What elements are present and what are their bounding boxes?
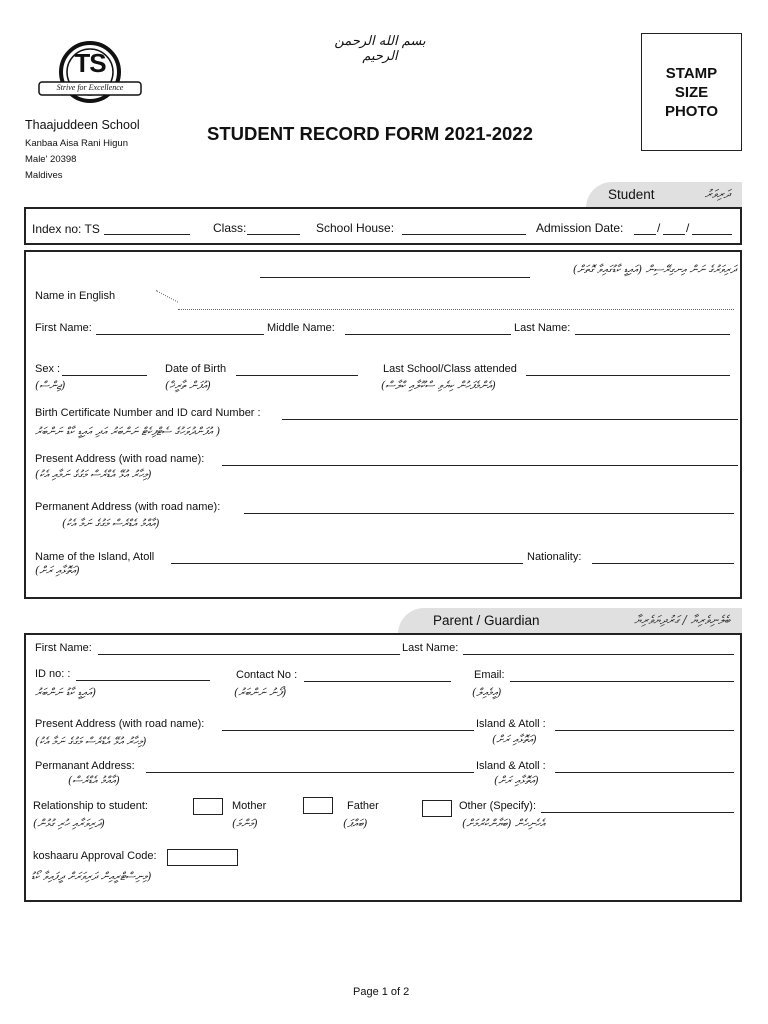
relationship-dv: (ދަރިވަރާއި ހުރި ގުޅުން) <box>33 817 105 830</box>
last-name-field[interactable] <box>575 334 730 335</box>
permanent-address-field[interactable] <box>244 513 734 514</box>
parent-island-atoll-field[interactable] <box>555 730 734 731</box>
other-label: Other (Specify): <box>459 800 537 812</box>
school-logo <box>36 40 144 104</box>
dob-field[interactable] <box>236 375 358 376</box>
koshaaru-label: koshaaru Approval Code: <box>33 850 157 862</box>
sex-label: Sex : <box>35 363 61 375</box>
parent-id-field[interactable] <box>76 680 210 681</box>
index-field[interactable] <box>104 234 190 235</box>
mother-checkbox[interactable] <box>193 798 223 815</box>
parent-email-field[interactable] <box>510 681 734 682</box>
birth-cert-label: Birth Certificate Number and ID card Number : <box>35 407 261 419</box>
name-dotted-line <box>178 309 734 310</box>
nationality-field[interactable] <box>592 563 734 564</box>
school-name: Thaajuddeen School <box>25 118 140 132</box>
parent-island-atoll2-label: Island & Atoll : <box>476 760 546 772</box>
parent-last-name-label: Last Name: <box>402 642 459 654</box>
middle-name-field[interactable] <box>345 334 511 335</box>
parent-first-name-field[interactable] <box>98 654 400 655</box>
parent-email-dv: (އީމެއިލް) <box>472 686 502 699</box>
last-name-label: Last Name: <box>514 322 571 334</box>
first-name-label: First Name: <box>35 322 92 334</box>
parent-present-address-field[interactable] <box>222 730 474 731</box>
date-sep-2: / <box>686 221 690 235</box>
parent-last-name-field[interactable] <box>463 654 734 655</box>
parent-first-name-label: First Name: <box>35 642 92 654</box>
koshaaru-input[interactable] <box>167 849 238 866</box>
index-label: Index no: TS <box>32 222 100 236</box>
admission-day-field[interactable] <box>634 234 656 235</box>
address-line-1: Kanbaa Aisa Rani Higun <box>25 138 128 149</box>
parent-tab <box>398 608 742 634</box>
parent-contact-field[interactable] <box>304 681 451 682</box>
parent-island-atoll-label: Island & Atoll : <box>476 718 546 730</box>
parent-tab-label: Parent / Guardian <box>433 613 540 628</box>
house-field[interactable] <box>402 234 526 235</box>
present-address-field[interactable] <box>222 465 738 466</box>
father-checkbox[interactable] <box>303 797 333 814</box>
parent-island-atoll2-field[interactable] <box>555 772 734 773</box>
name-dv-field[interactable] <box>260 277 530 278</box>
parent-present-address-dv: (މިހާރު އުޅޭ އެޑްރެސް މަގުގެ ނަމާ އެކު) <box>35 735 147 748</box>
class-label: Class: <box>213 221 247 235</box>
bismillah: بسم الله الرحمن الرحيم <box>334 34 426 64</box>
photo-box <box>641 33 742 151</box>
house-label: School House: <box>316 221 395 235</box>
student-tab-label: Student <box>608 187 655 202</box>
parent-perm-address-dv: (އާއްމު އެޑްރެސް) <box>68 774 120 787</box>
permanent-address-label: Permanent Address (with road name): <box>35 501 221 513</box>
sex-dv: (ޖިންސް) <box>35 379 66 392</box>
address-line-3: Maldives <box>25 170 63 181</box>
last-school-dv: (އެންމެފަހުން ކިޔެވި ސްކޫލާއި ކްލާސް) <box>381 379 496 392</box>
birth-cert-field[interactable] <box>282 419 738 420</box>
island-dv: (އަތޮޅާއި ރަށް) <box>35 564 80 577</box>
relationship-label: Relationship to student: <box>33 800 148 812</box>
other-checkbox[interactable] <box>422 800 452 817</box>
parent-contact-dv: (ފޯނު ނަންބަރު) <box>234 686 287 699</box>
photo-box-line-3: PHOTO <box>664 103 719 120</box>
parent-tab-dv: ބެލެނިވެރިޔާ / ގަރުދިޔަވެރިޔާ <box>634 613 730 627</box>
last-school-label: Last School/Class attended <box>383 363 517 375</box>
admission-month-field[interactable] <box>663 234 685 235</box>
middle-name-label: Middle Name: <box>267 322 335 334</box>
birth-cert-dv: ( އުފަންދުވަހުގެ ސެޓްފިކެޓް ނަންބަރު އަދި އައިޑީ ކާޑް ނަންބަރު <box>35 425 221 438</box>
parent-email-label: Email: <box>474 669 505 681</box>
first-name-field[interactable] <box>96 334 264 335</box>
permanent-address-dv: (އާއްމު އެޑްރެސް މަގުގެ ނަމާ އެކު) <box>62 517 160 530</box>
parent-id-dv: (އައިޑީ ކާޑު ނަންބަރު <box>35 686 97 699</box>
photo-box-line-2: SIZE <box>674 84 709 101</box>
mother-label: Mother <box>232 800 267 812</box>
dob-label: Date of Birth <box>165 363 227 375</box>
name-dv-header: ދަރިވަރުގެ ނަން އިނގިރޭސިން (އައިޑީ ކާޑުގައިވާ ގޮތަށް) <box>572 263 736 276</box>
father-dv: (ބައްޕަ) <box>343 817 368 830</box>
last-school-field[interactable] <box>526 375 730 376</box>
admission-label: Admission Date: <box>536 221 624 235</box>
page-number: Page 1 of 2 <box>353 986 410 998</box>
sex-field[interactable] <box>62 375 147 376</box>
parent-perm-address-label: Permanant Address: <box>35 760 135 772</box>
logo-motto: Strive for Excellence <box>56 83 124 92</box>
mother-dv: (މަންމަ) <box>232 817 258 830</box>
address-line-2: Male' 20398 <box>25 154 77 165</box>
date-sep-1: / <box>657 221 661 235</box>
other-dv: އެހެނިހެން (ބަޔާންކުރުމަށް) <box>462 817 545 830</box>
koshaaru-dv: (މިނިސްޓްރީއިން ދަރިވަރަށް ދީފައިވާ ކޯޑު <box>31 870 152 883</box>
name-in-english: Name in English <box>35 290 116 302</box>
parent-id-label: ID no: : <box>35 668 71 680</box>
class-field[interactable] <box>247 234 300 235</box>
nationality-label: Nationality: <box>527 551 582 563</box>
present-address-label: Present Address (with road name): <box>35 453 205 465</box>
parent-island-atoll2-dv: (އަތޮޅާއި ރަށް) <box>494 774 539 787</box>
present-address-dv: (މިހާރު އުޅޭ އެޑްރެސް މަގުގެ ނަމާއި އެކު) <box>35 468 152 481</box>
admission-year-field[interactable] <box>692 234 732 235</box>
father-label: Father <box>347 800 379 812</box>
student-tab <box>586 182 742 208</box>
photo-box-line-1: STAMP <box>665 65 718 82</box>
island-field[interactable] <box>171 563 523 564</box>
other-field[interactable] <box>541 812 734 813</box>
page-title: STUDENT RECORD FORM 2021-2022 <box>207 123 533 144</box>
dob-dv: (އުފަން ތާރީޚް) <box>165 379 211 392</box>
parent-present-address-label: Present Address (with road name): <box>35 718 205 730</box>
island-label: Name of the Island, Atoll <box>35 551 155 563</box>
logo-letters: TS <box>74 48 106 78</box>
parent-island-atoll-dv: (އަތޮޅާއި ރަށް) <box>492 733 537 746</box>
parent-contact-label: Contact No : <box>236 669 298 681</box>
student-tab-dv: ދަރިވަރު <box>704 187 730 201</box>
parent-perm-address-field[interactable] <box>146 772 474 773</box>
